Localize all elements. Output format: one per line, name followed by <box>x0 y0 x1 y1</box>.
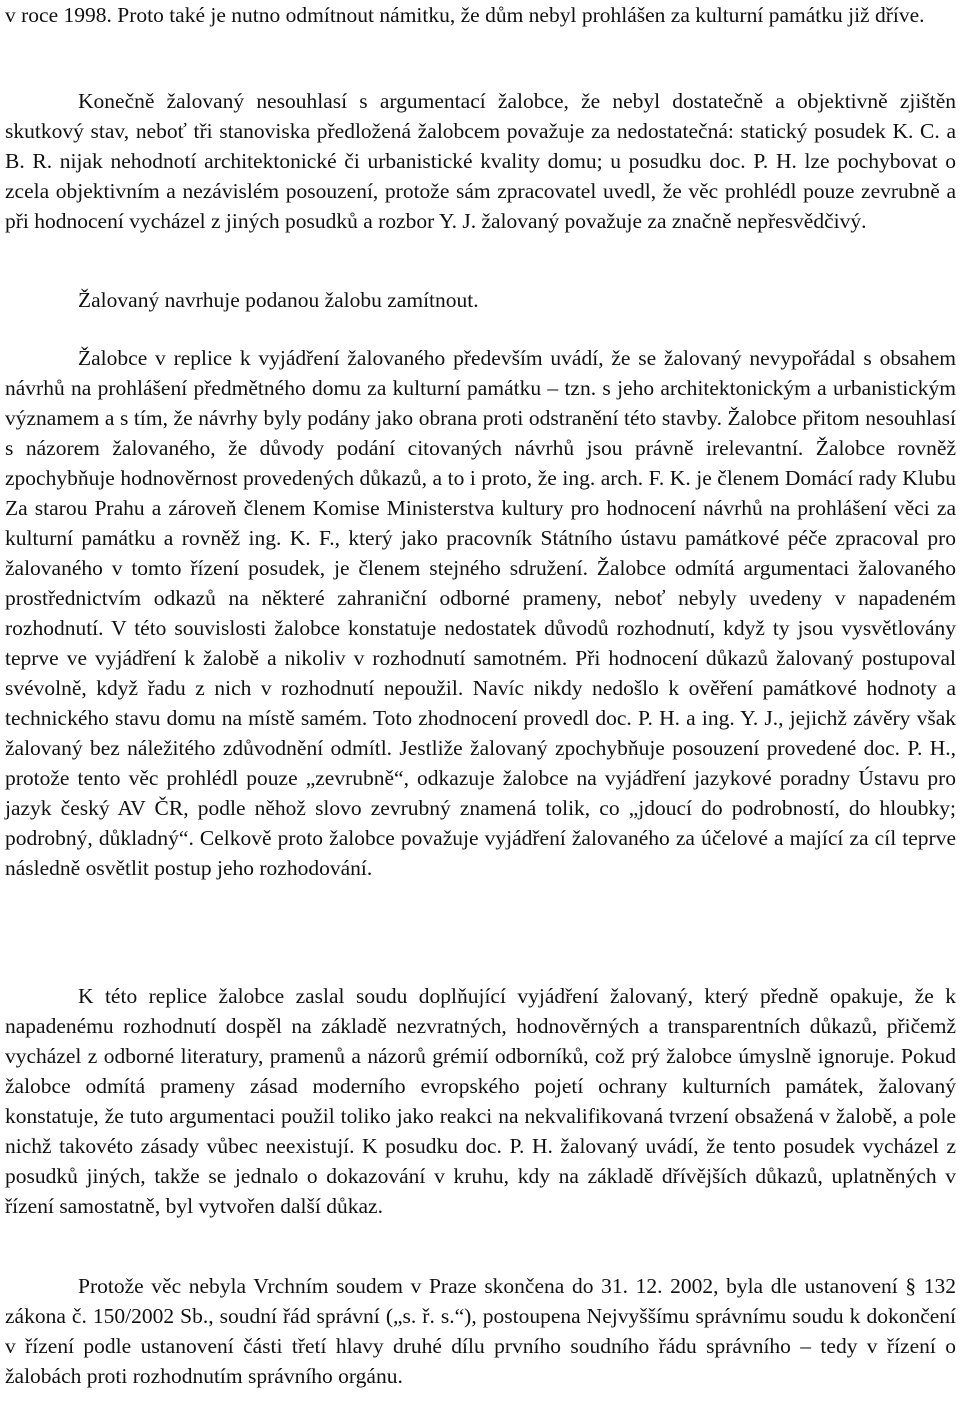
paragraph-continuation: v roce 1998. Proto také je nutno odmítnout námitku, že dům nebyl prohlášen za kulturní památku již dříve. <box>5 3 925 27</box>
paragraph-defendant-motion: Žalovaný navrhuje podanou žalobu zamítnout. <box>78 288 479 312</box>
paragraph-plaintiff-reply: Žalobce v replice k vyjádření žalovaného především uvádí, že se žalovaný nevypořádal s obsahem návrhů na prohlášení předmětného domu za kulturní památku – tzn. s jeho architektonickým a urbanistickým významem a s tím, že návrhy byly podány jako obrana proti odstranění této stavby. Žalobce přitom nesouhlasí s názorem žalovaného, že důvody podání citovaných návrhů jsou právně irelevantní. Žalobce rovněž zpochybňuje hodnověrnost provedených důkazů, a to i proto, že ing. arch. F. K. je členem Domácí rady Klubu Za starou Prahu a zároveň členem Komise Ministerstva kultury pro hodnocení návrhů na prohlášení věci za kulturní památku a rovněž ing. K. F., který jako pracovník Státního ústavu památkové péče zpracoval pro žalovaného v tomto řízení posudek, je členem stejného sdružení. Žalobce odmítá argumentaci žalovaného prostřednictvím odkazů na některé zahraniční odborné prameny, neboť nebyly uvedeny v napadeném rozhodnutí. V této souvislosti žalobce konstatuje nedostatek důvodů rozhodnutí, když ty jsou vysvětlovány teprve ve vyjádření k žalobě a nikoliv v rozhodnutí samotném. Při hodnocení důkazů žalovaný postupoval svévolně, když řadu z nich v rozhodnutí nepoužil. Navíc nikdy nedošlo k ověření památkové hodnoty a technického stavu domu na místě samém. Toto zhodnocení provedl doc. P. H. a ing. Y. J., jejichž závěry však žalovaný bez náležitého zdůvodnění odmítl. Jestliže žalovaný zpochybňuje posouzení provedené doc. P. H., protože tento věc prohlédl pouze „zevrubně“, odkazuje žalobce na vyjádření jazykové poradny Ústavu pro jazyk český AV ČR, podle něhož slovo zevrubný znamená tolik, co „jdoucí do podrobností, do hloubky; podrobný, důkladný“. Celkově proto žalobce považuje vyjádření žalovaného za účelové a mající za cíl teprve následně osvětlit postup jeho rozhodování. <box>5 346 956 880</box>
paragraph-defendant-supplement: K této replice žalobce zaslal soudu doplňující vyjádření žalovaný, který předně opakuje, že k napadenému rozhodnutí dospěl na základě nezvratných, hodnověrných a transparentních důkazů, přičemž vycházel z odborné literatury, pramenů a názorů grémií odborníků, což prý žalobce úmyslně ignoruje. Pokud žalobce odmítá prameny zásad moderního evropského pojetí ochrany kulturních památek, žalovaný konstatuje, že tuto argumentaci použil toliko jako reakci na nekvalifikovaná tvrzení obsažená v žalobě, a pole nichž takovéto zásady vůbec neexistují. K posudku doc. P. H. žalovaný uvádí, že tento posudek vycházel z posudků jiných, takže se jednalo o dokazování v kruhu, kdy na základě dřívějších důkazů, uplatněných v řízení samostatně, byl vytvořen další důkaz. <box>5 984 956 1218</box>
paragraph-defendant-objections: Konečně žalovaný nesouhlasí s argumentací žalobce, že nebyl dostatečně a objektivně zjištěn skutkový stav, neboť tři stanoviska předložená žalobcem považuje za nedostatečná: statický posudek K. C. a B. R. nijak nehodnotí architektonické či urbanistické kvality domu; u posudku doc. P. H. lze pochybovat o zcela objektivním a nezávislém posouzení, protože sám zpracovatel uvedl, že věc prohlédl pouze zevrubně a při hodnocení vycházel z jiných posudků a rozbor Y. J. žalovaný považuje za značně nepřesvědčivý. <box>5 89 956 233</box>
paragraph-case-transfer: Protože věc nebyla Vrchním soudem v Praze skončena do 31. 12. 2002, byla dle ustanovení § 132 zákona č. 150/2002 Sb., soudní řád správní („s. ř. s.“), postoupena Nejvyššímu správnímu soudu k dokončení v řízení podle ustanovení části třetí hlavy druhé dílu prvního soudního řádu správního – tedy v řízení o žalobách proti rozhodnutím správního orgánu. <box>5 1274 956 1388</box>
